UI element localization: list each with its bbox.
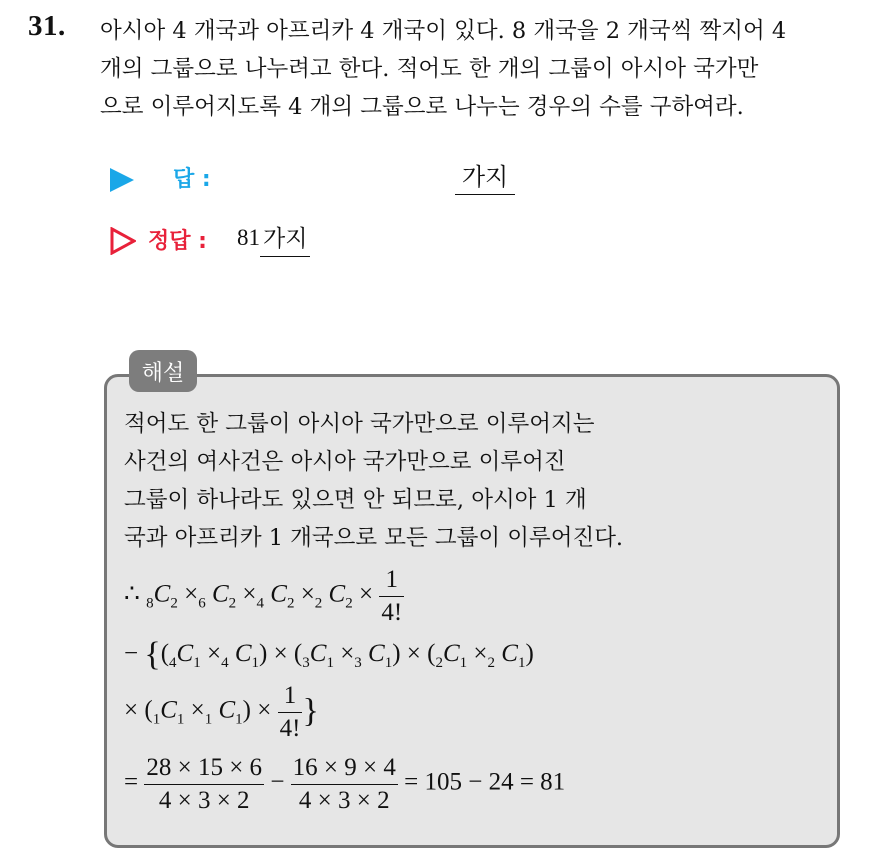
math-line-3: × ($_1C_1 \times_1$ $C_1$) × $\frac{1}{4!}$ } [124, 682, 319, 742]
correct-answer-row [110, 222, 510, 262]
fraction: $\frac{1}{4!}$ [279, 682, 301, 742]
fraction: $\frac{1}{4!}$ [381, 566, 403, 626]
fraction: $\frac{16 \times 9 \times 4}{4 \times 3 \times 2}$ [292, 754, 396, 814]
question-text [100, 12, 870, 126]
question-line: 으로 이루어지도록 4 개의 그룹으로 나누는 경우의 수를 구하여라. [100, 94, 744, 120]
question-number: 31. [28, 10, 66, 42]
answer-row [110, 160, 610, 200]
outline-triangle-icon [110, 227, 136, 255]
math-line-2: − {($_4C_1 \times_4$ $C_1) \times (_3C_1 \times_3$ $C_1) \times (_2C_1 \times_2$ $C_1$) [124, 636, 534, 673]
play-triangle-icon [110, 168, 134, 192]
explanation-line: 국과 아프리카 1 개국으로 모든 그룹이 이루어진다. [124, 525, 624, 551]
answer-unit: 가지 [461, 163, 509, 191]
question-line: 아시아 4 개국과 아프리카 4 개국이 있다. 8 개국을 2 개국씩 짝지어 4 [100, 18, 787, 44]
question-line: 개의 그룹으로 나누려고 한다. 적어도 한 개의 그룹이 아시아 국가만 [100, 56, 759, 82]
correct-unit: 가지 [260, 222, 310, 257]
explanation-badge: 해설 [129, 350, 197, 392]
explanation-line: 사건의 여사건은 아시아 국가만으로 이루어진 [124, 449, 566, 475]
explanation-line: 그룹이 하나라도 있으면 안 되므로, 아시아 1 개 [124, 487, 587, 513]
answer-label: 답 : [173, 167, 211, 192]
therefore-symbol: ∴ [124, 580, 140, 608]
math-result: = 105 − 24 = 81 [404, 768, 566, 796]
fraction: $\frac{28 \times 15 \times 6}{4 \times 3 \times 2}$ [146, 754, 263, 814]
math-line-4: = $\frac{28 \times 15 \times 6}{4 \times 3 \times 2}$ − $\frac{16 \times 9 \times 4}{4 \times 3 \times 2}$ = 105 − 24 = 81 [124, 754, 566, 814]
answer-input[interactable] [455, 160, 515, 195]
correct-value: 81 [237, 225, 260, 250]
correct-label: 정답 : [148, 229, 207, 254]
math-line-1: ∴ $_8C_2 \times_6$ $C_2 \times_4$ $C_2 \times_2$ $C_2$ × $\frac{1}{4!}$ [124, 566, 403, 626]
explanation-text [124, 405, 623, 557]
explanation-line: 적어도 한 그룹이 아시아 국가만으로 이루어지는 [124, 411, 595, 437]
